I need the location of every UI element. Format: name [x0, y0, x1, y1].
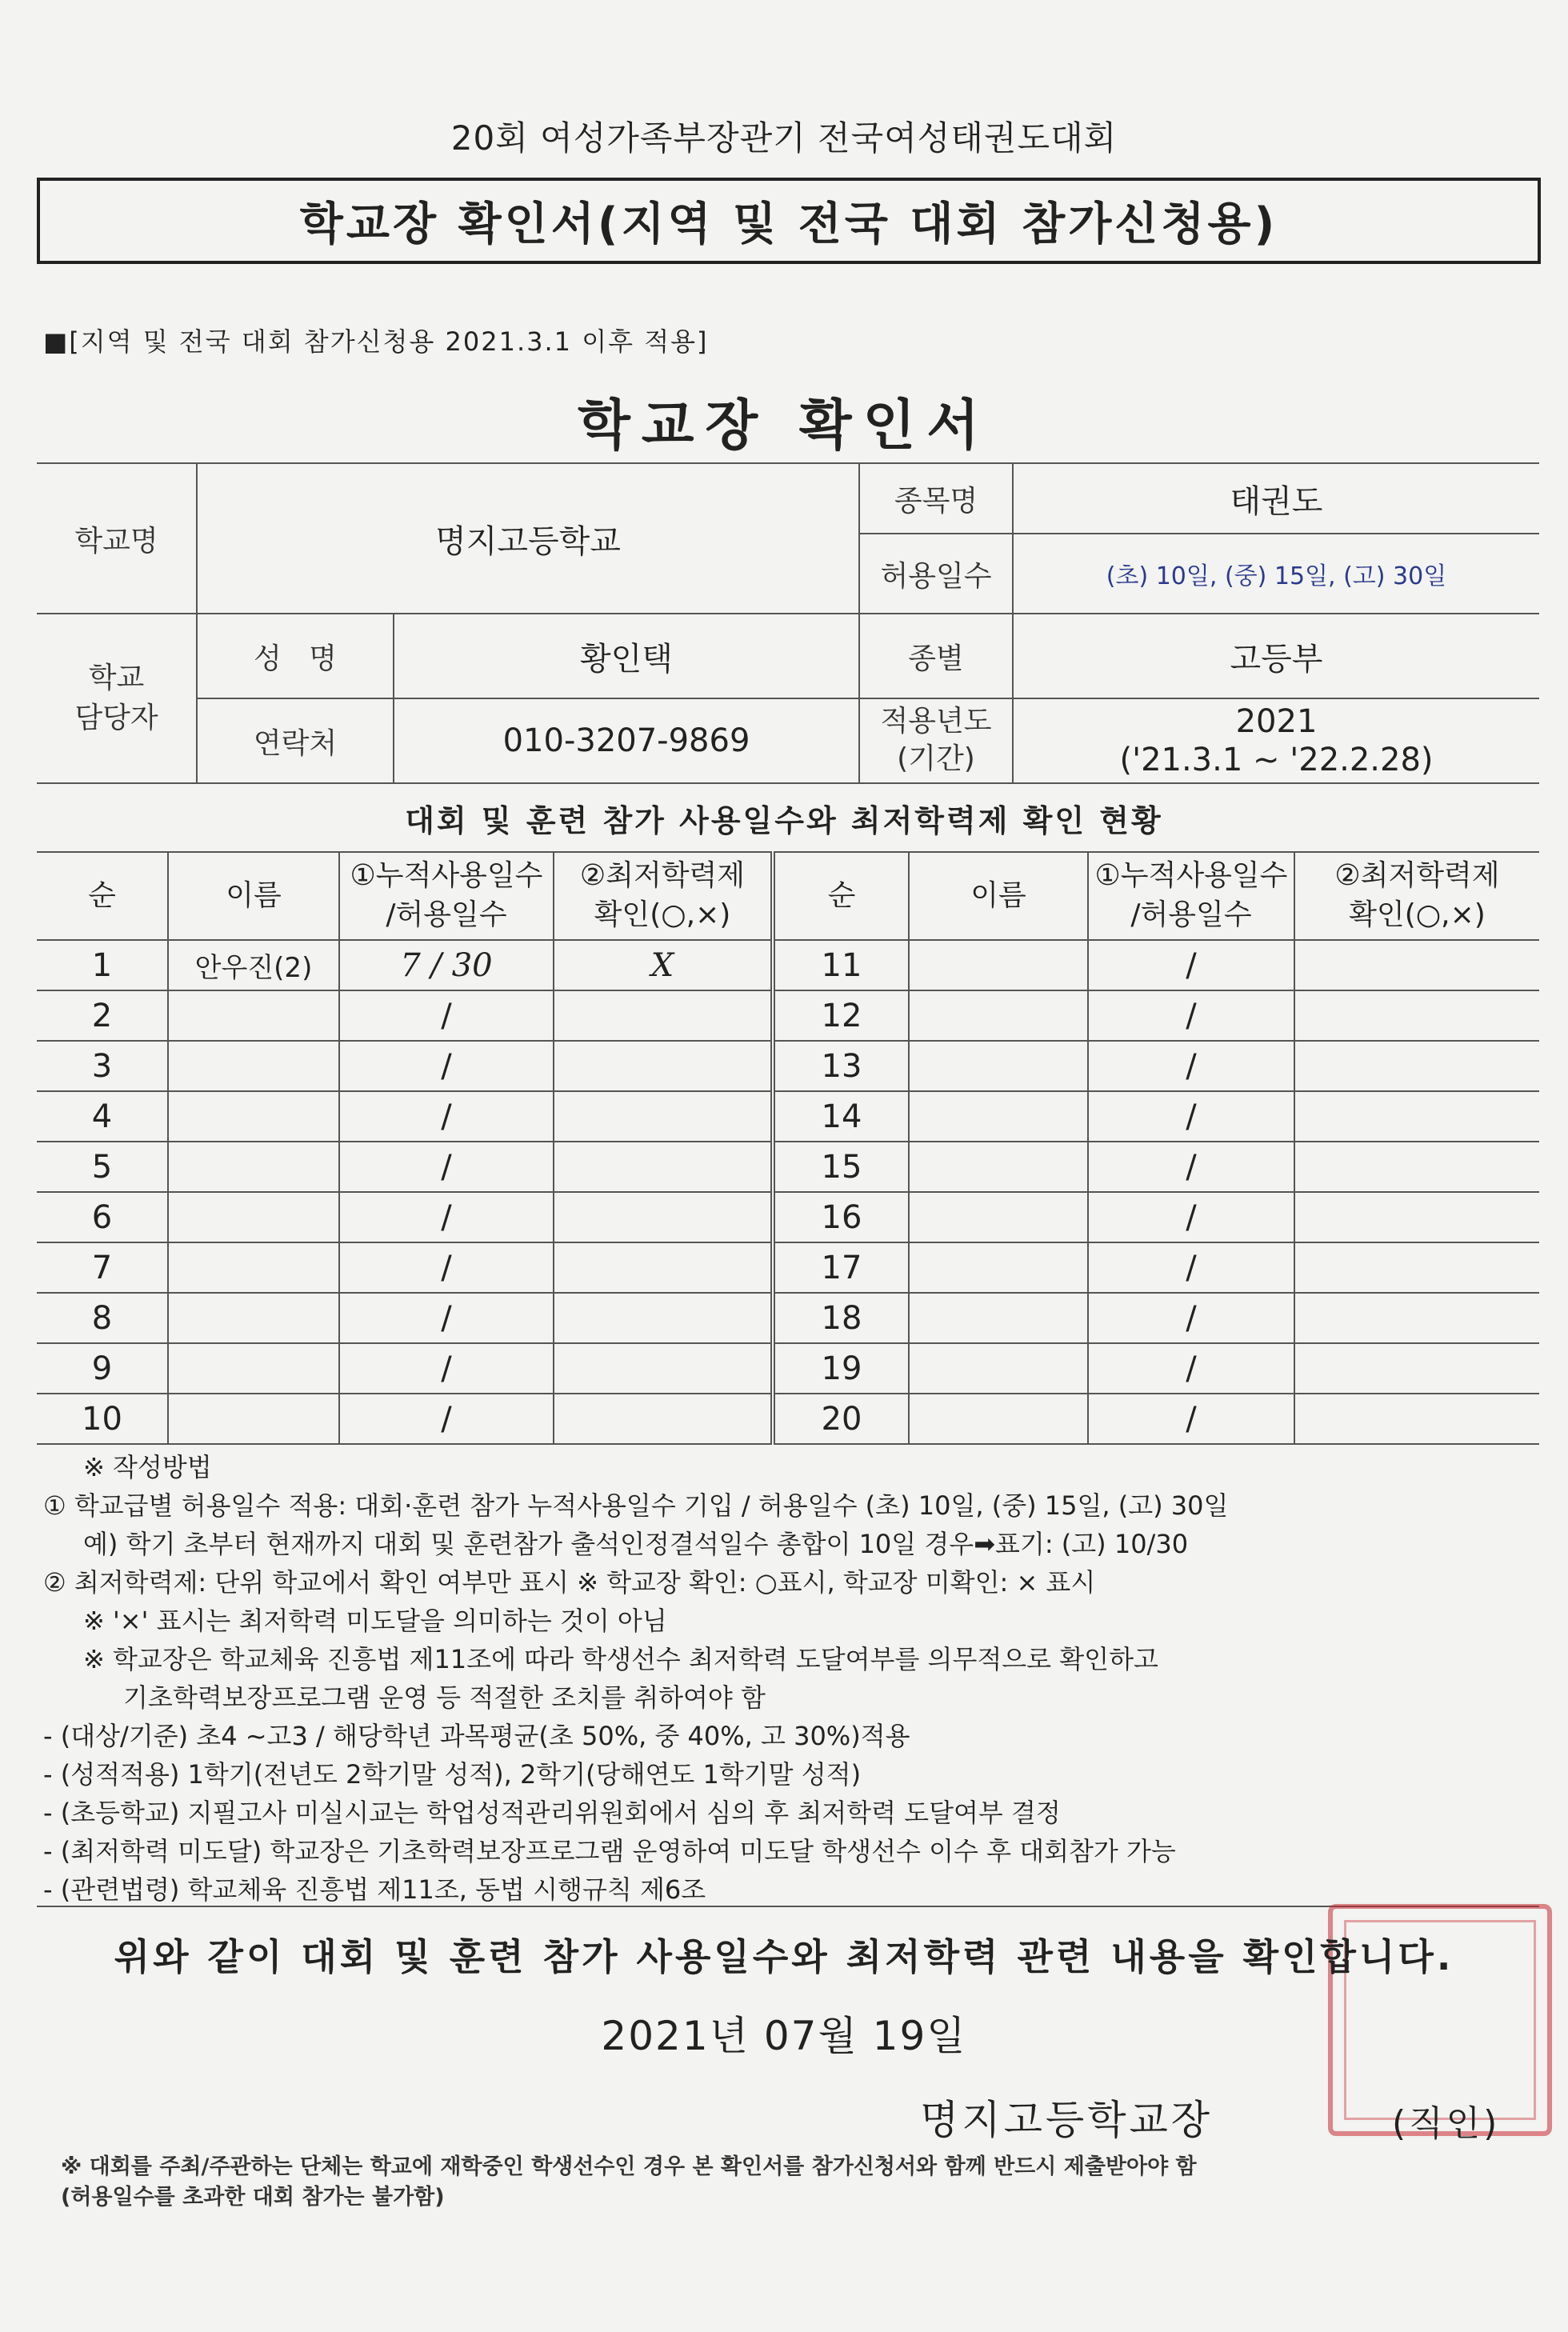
- cell-name: [168, 1293, 339, 1343]
- cell-days: /: [1088, 940, 1294, 990]
- cell-days: /: [339, 1142, 554, 1192]
- cell-check: [554, 1192, 773, 1242]
- cell-no: 2: [37, 990, 168, 1041]
- cell-name: [909, 1343, 1088, 1394]
- cell-check: [554, 1394, 773, 1444]
- cell-name: [168, 1192, 339, 1242]
- cell-days: /: [339, 1293, 554, 1343]
- cell-check: [554, 1242, 773, 1293]
- cell-days: /: [339, 1394, 554, 1444]
- cell-name: [909, 1091, 1088, 1142]
- header-no: 순: [37, 852, 168, 940]
- school-info-table: [37, 462, 1539, 784]
- cell-check: [1294, 990, 1539, 1041]
- cell-name: [168, 1343, 339, 1394]
- cell-no: 19: [773, 1343, 909, 1394]
- cell-no: 6: [37, 1192, 168, 1242]
- cell-days: /: [339, 1192, 554, 1242]
- cell-check: [1294, 1041, 1539, 1091]
- cell-check: [554, 1343, 773, 1394]
- cell-check: [1294, 1242, 1539, 1293]
- header-days: ①누적사용일수 /허용일수: [1088, 852, 1294, 940]
- school-manager-label: 학교 담당자: [37, 614, 197, 783]
- seal-label: (직인): [1392, 2103, 1501, 2144]
- cell-name: [168, 1091, 339, 1142]
- division-value: 고등부: [1013, 614, 1539, 698]
- instruction-line: 기초학력보장프로그램 운영 등 적절한 조치를 취하여야 함: [123, 1682, 766, 1713]
- cell-check: X: [554, 940, 773, 990]
- cell-days: /: [339, 1242, 554, 1293]
- cell-days: /: [339, 1091, 554, 1142]
- division-label: 종별: [859, 614, 1013, 698]
- cell-no: 17: [773, 1242, 909, 1293]
- cell-no: 20: [773, 1394, 909, 1444]
- writing-instructions: [43, 1448, 1539, 1909]
- cell-check: [1294, 940, 1539, 990]
- header-no: 순: [773, 852, 909, 940]
- cell-name: [909, 940, 1088, 990]
- cell-days: /: [1088, 1091, 1294, 1142]
- instruction-line: - (성적적용) 1학기(전년도 2학기말 성적), 2학기(당해연도 1학기말 성적): [43, 1759, 862, 1790]
- table-row: [37, 940, 1539, 990]
- header-check: ②최저학력제 확인(○,×): [1294, 852, 1539, 940]
- cell-name: [168, 990, 339, 1041]
- cell-days: 7 / 30: [339, 940, 554, 990]
- table-row: [37, 1041, 1539, 1091]
- header-check: ②최저학력제 확인(○,×): [554, 852, 773, 940]
- header-name: 이름: [168, 852, 339, 940]
- application-notice: ■[지역 및 전국 대회 참가신청용 2021.3.1 이후 적용]: [43, 326, 709, 357]
- manager-name-label: 성 명: [197, 614, 394, 698]
- cell-days: /: [1088, 1192, 1294, 1242]
- instruction-line: ※ 학교장은 학교체육 진흥법 제11조에 따라 학생선수 최저학력 도달여부를 의무적으로 확인하고: [83, 1644, 1158, 1674]
- manager-name-value: 황인택: [394, 614, 859, 698]
- cell-days: /: [1088, 1142, 1294, 1192]
- instruction-line: ※ 작성방법: [83, 1452, 212, 1482]
- cell-name: [168, 1142, 339, 1192]
- table-row: [37, 990, 1539, 1041]
- allowed-days-value: (초) 10일, (중) 15일, (고) 30일: [1013, 534, 1539, 614]
- cell-name: [909, 1293, 1088, 1343]
- cell-check: [1294, 1394, 1539, 1444]
- cell-days: /: [1088, 1041, 1294, 1091]
- cell-name: [168, 1041, 339, 1091]
- cell-name: [168, 1242, 339, 1293]
- table-row: [37, 1242, 1539, 1293]
- cell-days: /: [339, 990, 554, 1041]
- cell-name: [168, 1394, 339, 1444]
- instruction-line: ① 학교급별 허용일수 적용: 대회·훈련 참가 누적사용일수 기입 / 허용일수 (초) 10일, (중) 15일, (고) 30일: [43, 1490, 1229, 1521]
- table-row: [37, 1394, 1539, 1444]
- divider: [37, 1906, 1539, 1907]
- cell-check: [1294, 1091, 1539, 1142]
- cell-no: 9: [37, 1343, 168, 1394]
- cell-no: 7: [37, 1242, 168, 1293]
- cell-no: 15: [773, 1142, 909, 1192]
- cell-no: 11: [773, 940, 909, 990]
- period-range: ('21.3.1 ~ '22.2.28): [1119, 742, 1434, 778]
- cell-check: [1294, 1142, 1539, 1192]
- table-row: [37, 1142, 1539, 1192]
- cell-days: /: [339, 1041, 554, 1091]
- instruction-line: ※ '×' 표시는 최저학력 미도달을 의미하는 것이 아님: [83, 1606, 667, 1636]
- cell-check: [554, 1091, 773, 1142]
- footer-note: [61, 2152, 1525, 2213]
- contact-label: 연락처: [197, 698, 394, 783]
- section-title: 대회 및 훈련 참가 사용일수와 최저학력제 확인 현황: [405, 803, 1163, 838]
- cell-no: 3: [37, 1041, 168, 1091]
- period-value: [1013, 698, 1539, 783]
- table-row: [37, 1091, 1539, 1142]
- cell-check: [554, 1142, 773, 1192]
- instruction-line: - (초등학교) 지필고사 미실시교는 학업성적관리위원회에서 심의 후 최저학력 도달여부 결정: [43, 1798, 1061, 1828]
- cell-name: [909, 990, 1088, 1041]
- instruction-line: - (관련법령) 학교체육 진흥법 제11조, 동법 시행규칙 제6조: [43, 1874, 706, 1905]
- table-row: [37, 1293, 1539, 1343]
- cell-check: [1294, 1343, 1539, 1394]
- cell-no: 14: [773, 1091, 909, 1142]
- confirmation-date: 2021년 07월 19일: [601, 2013, 967, 2059]
- cell-days: /: [1088, 990, 1294, 1041]
- period-year: 2021: [1235, 703, 1318, 740]
- cell-no: 1: [37, 940, 168, 990]
- cell-no: 4: [37, 1091, 168, 1142]
- period-label: 적용년도 (기간): [859, 698, 1013, 783]
- cell-days: /: [1088, 1293, 1294, 1343]
- allowed-days-label: 허용일수: [859, 534, 1013, 614]
- cell-no: 18: [773, 1293, 909, 1343]
- cell-no: 10: [37, 1394, 168, 1444]
- footer-line: (허용일수를 초과한 대회 참가는 불가함): [61, 2185, 445, 2210]
- sport-value: 태권도: [1013, 463, 1539, 534]
- cell-check: [554, 1041, 773, 1091]
- cell-days: /: [339, 1343, 554, 1394]
- principal-signature: 명지고등학교장: [920, 2097, 1214, 2143]
- cell-name: 안우진(2): [168, 940, 339, 990]
- cell-name: [909, 1192, 1088, 1242]
- event-title: 20회 여성가족부장관기 전국여성태권도대회: [450, 118, 1118, 158]
- cell-no: 5: [37, 1142, 168, 1192]
- instruction-line: - (최저학력 미도달) 학교장은 기초학력보장프로그램 운영하여 미도달 학생선수 이수 후 대회참가 가능: [43, 1836, 1176, 1866]
- cell-no: 13: [773, 1041, 909, 1091]
- cell-no: 16: [773, 1192, 909, 1242]
- sport-label: 종목명: [859, 463, 1013, 534]
- cell-check: [554, 990, 773, 1041]
- cell-name: [909, 1242, 1088, 1293]
- cell-name: [909, 1041, 1088, 1091]
- document-title-box: [37, 178, 1541, 264]
- cell-name: [909, 1142, 1088, 1192]
- school-name-label: 학교명: [37, 463, 197, 614]
- cell-check: [554, 1293, 773, 1343]
- cell-days: /: [1088, 1394, 1294, 1444]
- header-name: 이름: [909, 852, 1088, 940]
- cell-check: [1294, 1293, 1539, 1343]
- instruction-line: - (대상/기준) 초4 ~고3 / 해당학년 과목평균(초 50%, 중 40%, 고 30%)적용: [43, 1721, 910, 1751]
- table-row: [37, 1343, 1539, 1394]
- main-title: 학교장 확인서: [578, 394, 990, 458]
- participation-table: [37, 851, 1539, 1445]
- school-name-value: 명지고등학교: [197, 463, 859, 614]
- table-row: [37, 1192, 1539, 1242]
- footer-line: ※ 대회를 주최/주관하는 단체는 학교에 재학중인 학생선수인 경우 본 확인서를 참가신청서와 함께 반드시 제출받아야 함: [61, 2154, 1197, 2179]
- instruction-line: ② 최저학력제: 단위 학교에서 확인 여부만 표시 ※ 학교장 확인: ○표시, 학교장 미확인: × 표시: [43, 1567, 1096, 1598]
- instruction-line: 예) 학기 초부터 현재까지 대회 및 훈련참가 출석인정결석일수 총합이 10일 경우➡표기: (고) 10/30: [83, 1529, 1189, 1559]
- cell-name: [909, 1394, 1088, 1444]
- confirmation-statement: 위와 같이 대회 및 훈련 참가 사용일수와 최저학력 관련 내용을 확인합니다.: [114, 1935, 1454, 1978]
- cell-no: 12: [773, 990, 909, 1041]
- table-header-row: [37, 852, 1539, 940]
- cell-days: /: [1088, 1343, 1294, 1394]
- cell-days: /: [1088, 1242, 1294, 1293]
- cell-no: 8: [37, 1293, 168, 1343]
- header-days: ①누적사용일수 /허용일수: [339, 852, 554, 940]
- document-title: 학교장 확인서(지역 및 전국 대회 참가신청용): [299, 198, 1278, 250]
- cell-check: [1294, 1192, 1539, 1242]
- contact-value: 010-3207-9869: [394, 698, 859, 783]
